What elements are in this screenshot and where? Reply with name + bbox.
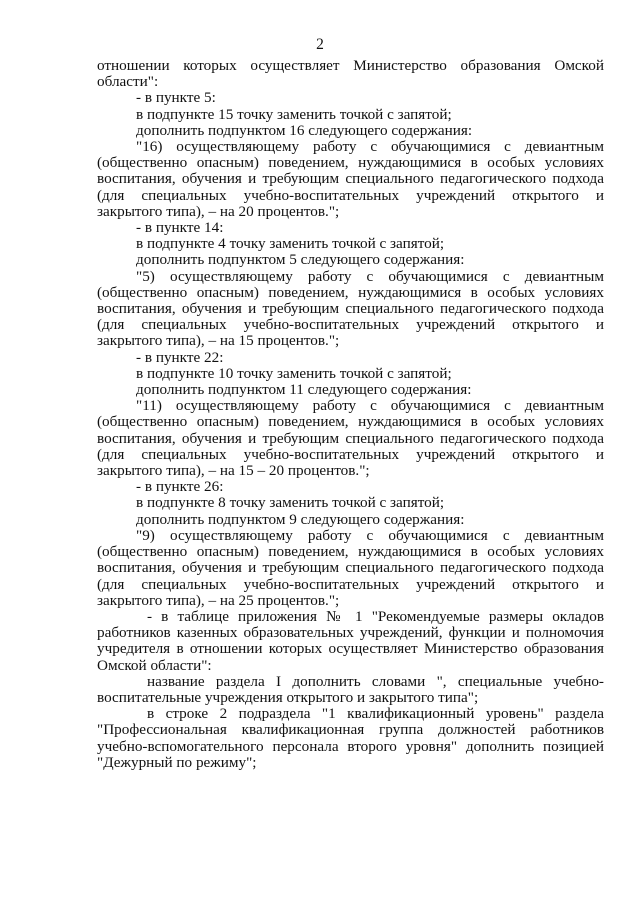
paragraph-add-subitem: дополнить подпунктом 9 следующего содержания: [136,510,465,528]
paragraph-add-subitem: дополнить подпунктом 16 следующего содержания: [136,121,473,139]
paragraph-add-subitem: дополнить подпунктом 5 следующего содержания: [136,251,465,269]
paragraph-replace-semicolon: в подпункте 4 точку заменить точкой с запятой; [136,235,445,253]
paragraph-replace-semicolon: в подпункте 15 точку заменить точкой с запятой; [136,105,452,123]
paragraph-continuation: отношении которых осуществляет Министерство образования Омской области": [97,57,604,91]
paragraph-quoted-subitem: "11) осуществляющему работу с обучающимися с девиантным (общественно опасным) поведением, нуждающимися в особых условиях воспитания, обучения и требующим специального педагогического подхода (для специальных учебно-воспитательных учреждений открытого и закрытого типа), – на 15 – 20 процентов."; [97,397,604,480]
paragraph-quoted-subitem: "16) осуществляющему работу с обучающимися с девиантным (общественно опасным) поведением, нуждающимися в особых условиях воспитания, обучения и требующим специального педагогического подхода (для специальных учебно-воспитательных учреждений открытого и закрытого типа), – на 20 процентов."; [97,138,604,220]
paragraph-add-subitem: дополнить подпунктом 11 следующего содержания: [136,381,472,399]
paragraph-item-punkt-14: - в пункте 14: [136,219,224,237]
page-number: 2 [316,36,324,53]
paragraph-item-punkt-26: - в пункте 26: [136,478,224,496]
paragraph-table-appendix: - в таблице приложения № 1 "Рекомендуемые размеры окладов работников казенных образовательных учреждений, функции и полномочия учредителя в отношении которых осуществляет Министерство образования Омской области": [97,607,604,674]
paragraph-quoted-subitem: "9) осуществляющему работу с обучающимися с девиантным (общественно опасным) поведением, нуждающимися в особых условиях воспитания, обучения и требующим специального педагогического подхода (для специальных учебно-воспитательных учреждений открытого и закрытого типа), – на 25 процентов."; [97,526,604,609]
paragraph-replace-semicolon: в подпункте 8 точку заменить точкой с запятой; [136,494,445,512]
paragraph-replace-semicolon: в подпункте 10 точку заменить точкой с запятой; [136,364,452,382]
paragraph-add-position: в строке 2 подраздела "1 квалификационный уровень" раздела "Профессиональная квалификационная группа должностей работников учебно-вспомогательного персонала второго уровня" дополнить позицией "Дежурный по режиму"; [97,705,604,771]
paragraph-item-punkt-22: - в пункте 22: [136,348,224,366]
paragraph-section-title-change: название раздела I дополнить словами ", специальные учебно-воспитательные учреждения открытого и закрытого типа"; [97,672,604,706]
document-body [97,58,604,771]
paragraph-item-punkt-5: - в пункте 5: [136,89,216,107]
paragraph-quoted-subitem: "5) осуществляющему работу с обучающимися с девиантным (общественно опасным) поведением, нуждающимися в особых условиях воспитания, обучения и требующим специального педагогического подхода (для специальных учебно-воспитательных учреждений открытого и закрытого типа), – на 15 процентов."; [97,267,604,350]
